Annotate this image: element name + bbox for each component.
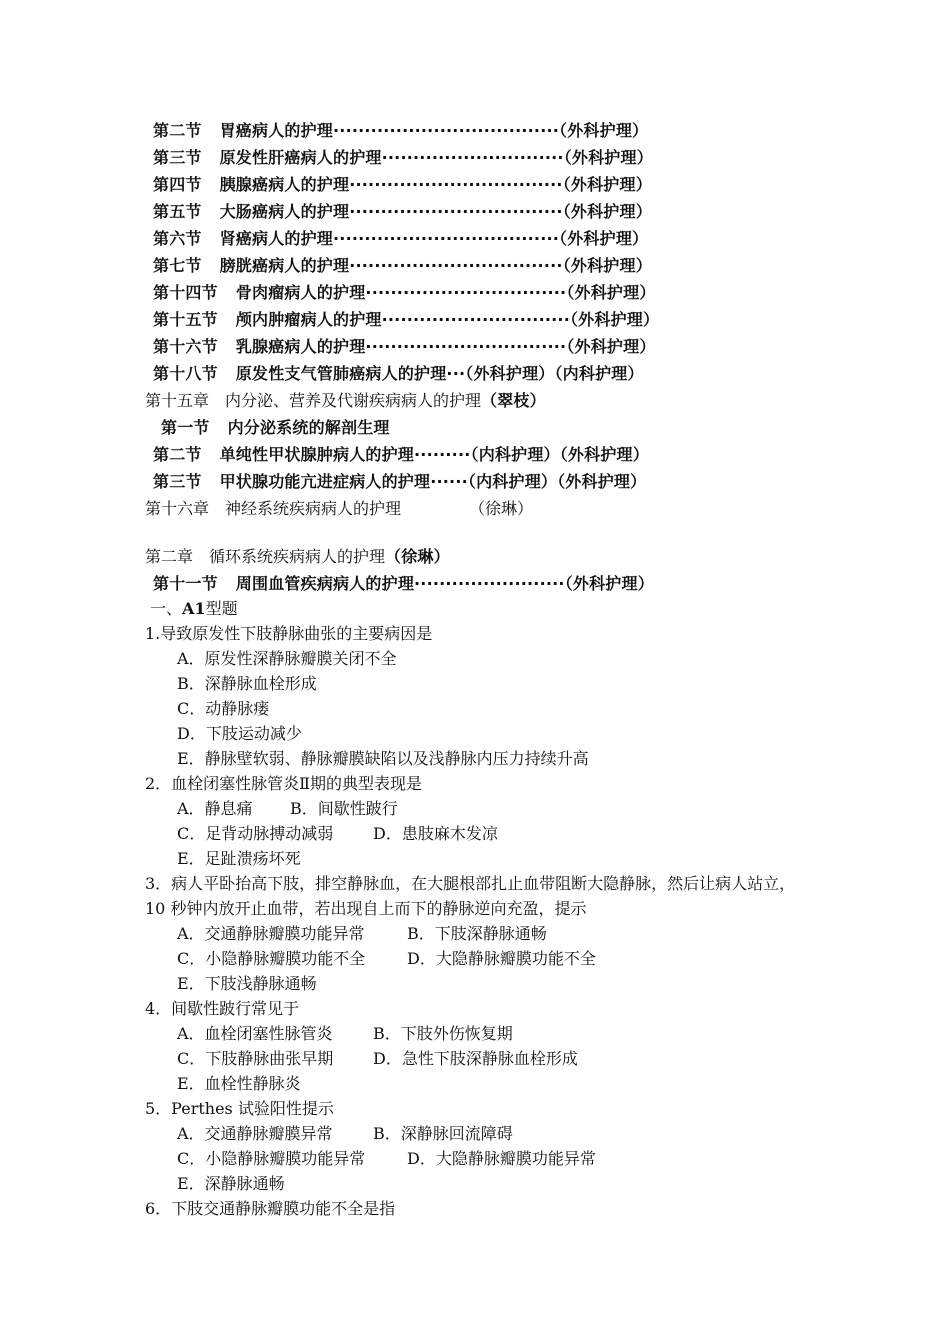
leader-dots: ································ <box>365 283 567 302</box>
answer-option: C．小隐静脉瓣膜功能不全 <box>177 949 366 968</box>
section-number: 第二节 <box>153 121 202 140</box>
section-tag: （外科护理） <box>559 229 649 248</box>
leader-dots: ·································· <box>349 175 563 194</box>
toc-entry <box>153 121 648 141</box>
chapter-number: 第二章 <box>145 547 194 566</box>
chapter-number: 第十六章 <box>145 499 210 518</box>
section-title: 胃癌病人的护理 <box>219 121 334 140</box>
section-number: 第三节 <box>153 472 202 491</box>
leader-dots: ···································· <box>333 121 560 140</box>
section-number: 第五节 <box>153 202 202 221</box>
section-title: 甲状腺功能亢进症病人的护理 <box>219 472 431 491</box>
answer-option: A．静息痛 <box>177 799 253 818</box>
question-stem: 3．病人平卧抬高下肢，排空静脉血，在大腿根部扎止血带阻断大隐静脉，然后让病人站立， <box>145 874 796 893</box>
chapter-title: 内分泌、营养及代谢疾病病人的护理 <box>225 391 482 410</box>
leader-dots: ····························· <box>381 148 564 167</box>
answer-option: D．下肢运动减少 <box>177 724 302 743</box>
toc-entry <box>153 310 659 330</box>
toc-entry <box>161 418 390 438</box>
leader-dots: ········· <box>414 445 471 464</box>
section-number: 第十四节 <box>153 283 218 302</box>
section-tag: （内科护理）（外科护理） <box>470 445 649 464</box>
leader-dots: ······························ <box>381 310 570 329</box>
section-tag: （外科护理） <box>562 256 652 275</box>
chapter-heading <box>145 547 450 567</box>
leader-dots: ································ <box>365 337 567 356</box>
toc-entry <box>153 364 644 384</box>
qtype-prefix: 一、 <box>150 599 183 618</box>
section-number: 第二节 <box>153 445 202 464</box>
leader-dots: ·································· <box>349 202 563 221</box>
answer-option: C．下肢静脉曲张早期 <box>177 1049 334 1068</box>
chapter-number: 第十五章 <box>145 391 210 410</box>
toc-entry <box>153 472 646 492</box>
answer-option: E．足趾溃疡坏死 <box>177 849 301 868</box>
section-number: 第六节 <box>153 229 202 248</box>
qtype-suffix: 型题 <box>205 599 238 618</box>
section-title: 胰腺癌病人的护理 <box>219 175 350 194</box>
answer-option: E．下肢浅静脉通畅 <box>177 974 317 993</box>
answer-option: D．急性下肢深静脉血栓形成 <box>373 1049 578 1068</box>
answer-option: D．大隐静脉瓣膜功能异常 <box>407 1149 596 1168</box>
section-title: 肾癌病人的护理 <box>219 229 334 248</box>
section-title: 乳腺癌病人的护理 <box>235 337 366 356</box>
toc-entry <box>153 256 652 276</box>
section-tag: （外科护理） <box>559 121 649 140</box>
leader-dots: ··· <box>446 364 466 383</box>
answer-option: D．患肢麻木发凉 <box>373 824 498 843</box>
chapter-author: （徐琳） <box>469 499 534 518</box>
question-type-heading <box>150 599 238 619</box>
question-stem: 2．血栓闭塞性脉管炎Ⅱ期的典型表现是 <box>145 774 423 793</box>
section-title: 膀胱癌病人的护理 <box>219 256 350 275</box>
answer-option: E．静脉壁软弱、静脉瓣膜缺陷以及浅静脉内压力持续升高 <box>177 749 589 768</box>
answer-option: A．原发性深静脉瓣膜关闭不全 <box>177 649 397 668</box>
section-number: 第三节 <box>153 148 202 167</box>
leader-dots: ······ <box>430 472 468 491</box>
question-stem: 5．Perthes 试验阳性提示 <box>145 1099 334 1118</box>
section-tag: （外科护理） <box>566 283 656 302</box>
section-tag: （外科护理） <box>563 148 653 167</box>
section-number: 第七节 <box>153 256 202 275</box>
section-number: 第十八节 <box>153 364 218 383</box>
section-number: 第十五节 <box>153 310 218 329</box>
answer-option: D．大隐静脉瓣膜功能不全 <box>407 949 596 968</box>
question-stem-continued: 10 秒钟内放开止血带，若出现自上而下的静脉逆向充盈，提示 <box>145 899 587 918</box>
answer-option: C．小隐静脉瓣膜功能异常 <box>177 1149 366 1168</box>
chapter-author: （翠枝） <box>481 391 546 410</box>
toc-entry <box>153 175 652 195</box>
section-title: 大肠癌病人的护理 <box>219 202 350 221</box>
section-tag: （外科护理）（内科护理） <box>465 364 644 383</box>
section-tag: （外科护理） <box>569 310 660 329</box>
answer-option: C．动静脉瘘 <box>177 699 270 718</box>
chapter-title: 神经系统疾病病人的护理 <box>225 499 402 518</box>
answer-option: B．深静脉回流障碍 <box>373 1124 513 1143</box>
answer-option: E．深静脉通畅 <box>177 1174 285 1193</box>
section-title: 原发性肝癌病人的护理 <box>219 148 382 167</box>
answer-option: C．足背动脉搏动减弱 <box>177 824 334 843</box>
leader-dots: ························ <box>414 574 565 593</box>
answer-option: B．下肢深静脉通畅 <box>407 924 547 943</box>
toc-entry <box>153 445 649 465</box>
question-stem: 6．下肢交通静脉瓣膜功能不全是指 <box>145 1199 396 1218</box>
toc-entry <box>153 202 652 222</box>
section-title: 内分泌系统的解剖生理 <box>227 418 390 437</box>
section-number: 第一节 <box>161 418 210 437</box>
answer-option: B．下肢外伤恢复期 <box>373 1024 513 1043</box>
chapter-author: （徐琳） <box>385 547 450 566</box>
qtype-code: A1 <box>182 599 206 618</box>
section-title: 周围血管疾病病人的护理 <box>235 574 415 593</box>
section-tag: （外科护理） <box>562 175 652 194</box>
leader-dots: ·································· <box>349 256 563 275</box>
section-number: 第十六节 <box>153 337 218 356</box>
section-title: 原发性支气管肺癌病人的护理 <box>235 364 447 383</box>
chapter-heading <box>145 499 533 519</box>
answer-option: A．交通静脉瓣膜异常 <box>177 1124 333 1143</box>
toc-entry <box>153 283 656 303</box>
section-tag: （外科护理） <box>564 574 654 593</box>
chapter-heading <box>145 391 546 411</box>
toc-entry <box>153 574 654 594</box>
section-number: 第十一节 <box>153 574 218 593</box>
toc-entry <box>153 148 653 168</box>
section-tag: （内科护理）（外科护理） <box>467 472 647 491</box>
leader-dots: ···································· <box>333 229 560 248</box>
toc-entry <box>153 337 656 357</box>
answer-option: A．交通静脉瓣膜功能异常 <box>177 924 365 943</box>
answer-option: E．血栓性静脉炎 <box>177 1074 301 1093</box>
section-tag: （外科护理） <box>562 202 652 221</box>
section-title: 单纯性甲状腺肿病人的护理 <box>219 445 415 464</box>
section-number: 第四节 <box>153 175 202 194</box>
question-stem: 4．间歇性跛行常见于 <box>145 999 300 1018</box>
section-title: 颅内肿瘤病人的护理 <box>235 310 382 329</box>
answer-option: B．间歇性跛行 <box>290 799 398 818</box>
section-title: 骨肉瘤病人的护理 <box>235 283 366 302</box>
answer-option: A．血栓闭塞性脉管炎 <box>177 1024 333 1043</box>
toc-entry <box>153 229 648 249</box>
chapter-title: 循环系统疾病病人的护理 <box>209 547 386 566</box>
question-stem: 1.导致原发性下肢静脉曲张的主要病因是 <box>145 624 433 643</box>
section-tag: （外科护理） <box>566 337 656 356</box>
answer-option: B．深静脉血栓形成 <box>177 674 317 693</box>
